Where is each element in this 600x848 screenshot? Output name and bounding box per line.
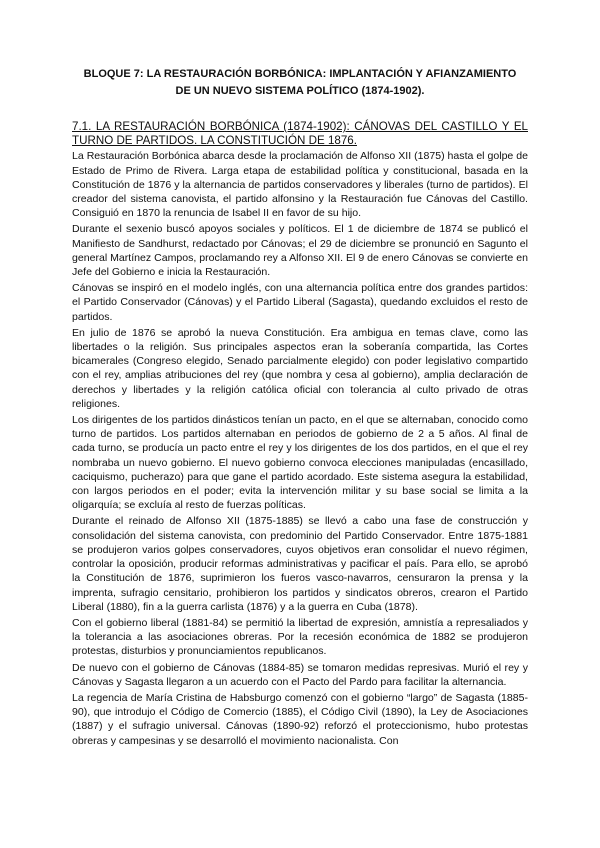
paragraph-7: Con el gobierno liberal (1881-84) se permitió la libertad de expresión, amnistía a represaliados y la tolerancia a las asociaciones obreras. Por la recesión económica de 1882 se produjeron protestas, disturbios y pronunciamientos republicanos. <box>72 616 528 658</box>
paragraph-9: La regencia de María Cristina de Habsburgo comenzó con el gobierno “largo” de Sagasta (1885-90), que introdujo el Código de Comercio (1885), el Código Civil (1890), la Ley de Asociaciones (1887) y el sufragio universal. Cánovas (1890-92) reforzó el proteccionismo, hubo protestas obreras y campesinas y se desarrolló el movimiento nacionalista. Con <box>72 691 528 747</box>
title-line-1: BLOQUE 7: LA RESTAURACIÓN BORBÓNICA: IMPLANTACIÓN Y AFIANZAMIENTO <box>83 68 517 80</box>
document-page <box>72 66 528 750</box>
paragraph-5: Los dirigentes de los partidos dinásticos tenían un pacto, en el que se alternaban, conocido como turno de partidos. Los partidos alternaban en periodos de gobierno de 2 a 5 años. Al final de cada turno, se producía un pacto entre el rey y los dirigentes de los dos partidos, en el que el rey nombraba un nuevo gobierno. El nuevo gobierno convoca elecciones manipuladas (encasillado, caciquismo, pucherazo) para que gane el partido acordado. Este sistema asegura la estabilidad, con largos periodos en el poder; evita la intervención militar y su base social se limita a la oligarquía; se excluía al resto de fuerzas políticas. <box>72 414 528 512</box>
paragraph-4: En julio de 1876 se aprobó la nueva Constitución. Era ambigua en temas clave, como las libertades o la religión. Sus principales aspectos eran la soberanía compartida, las Cortes bicamerales (Congreso elegido, Senado parcialmente elegido) con poder legislativo compartido con el rey, amplias atribuciones del rey (que nombra y cesa al gobierno), amplia declaración de derechos y libertades y la religión católica oficial con tolerancia al culto privado de otras religiones. <box>72 326 528 410</box>
paragraph-6: Durante el reinado de Alfonso XII (1875-1885) se llevó a cabo una fase de construcción y consolidación del sistema canovista, con predominio del Partido Conservador. Entre 1875-1881 se produjeron varios golpes conservadores, cuyos objetivos eran consolidar el nuevo régimen, controlar la oposición, producir reformas administrativas y pacificar el país. Para ello, se aprobó la Constitución de 1876, suprimieron los fueros vasco-navarros, censuraron la prensa y la imprenta, sufragio censitario, prohibieron los partidos y sindicatos obreros, crearon el Partido Liberal (1880), fin a la guerra carlista (1876) y a la guerra en Cuba (1878). <box>72 515 528 613</box>
title-line-2: DE UN NUEVO SISTEMA POLÍTICO (1874-1902). <box>175 85 425 97</box>
section-heading: 7.1. LA RESTAURACIÓN BORBÓNICA (1874-1902): CÁNOVAS DEL CASTILLO Y EL TURNO DE PARTIDOS. LA CONSTITUCIÓN DE 1876. <box>72 120 528 148</box>
paragraph-2: Durante el sexenio buscó apoyos sociales y políticos. El 1 de diciembre de 1874 se publicó el Manifiesto de Sandhurst, redactado por Cánovas; el 29 de diciembre se pronunció en Sagunto el general Martínez Campos, proclamando rey a Alfonso XII. El 9 de enero Cánovas se convierte en Jefe del Gobierno e inicia la Restauración. <box>72 223 528 279</box>
paragraph-8: De nuevo con el gobierno de Cánovas (1884-85) se tomaron medidas represivas. Murió el rey y Cánovas y Sagasta llegaron a un acuerdo con el Pacto del Pardo para facilitar la alternancia. <box>72 661 528 688</box>
paragraph-3: Cánovas se inspiró en el modelo inglés, con una alternancia política entre dos grandes partidos: el Partido Conservador (Cánovas) y el Partido Liberal (Sagasta), quedando excluidos el resto de partidos. <box>72 282 528 323</box>
document-title <box>72 66 528 100</box>
paragraph-1: La Restauración Borbónica abarca desde la proclamación de Alfonso XII (1875) hasta el golpe de Estado de Primo de Rivera. Larga etapa de estabilidad política y constitucional, basada en la Constitución de 1876 y la alternancia de partidos conservadores y liberales (turno de partidos). El creador del sistema canovista, el partido alfonsino y la Restauración fue Cánovas del Castillo. Consiguió en 1870 la renuncia de Isabel II en favor de su hijo. <box>72 150 528 220</box>
